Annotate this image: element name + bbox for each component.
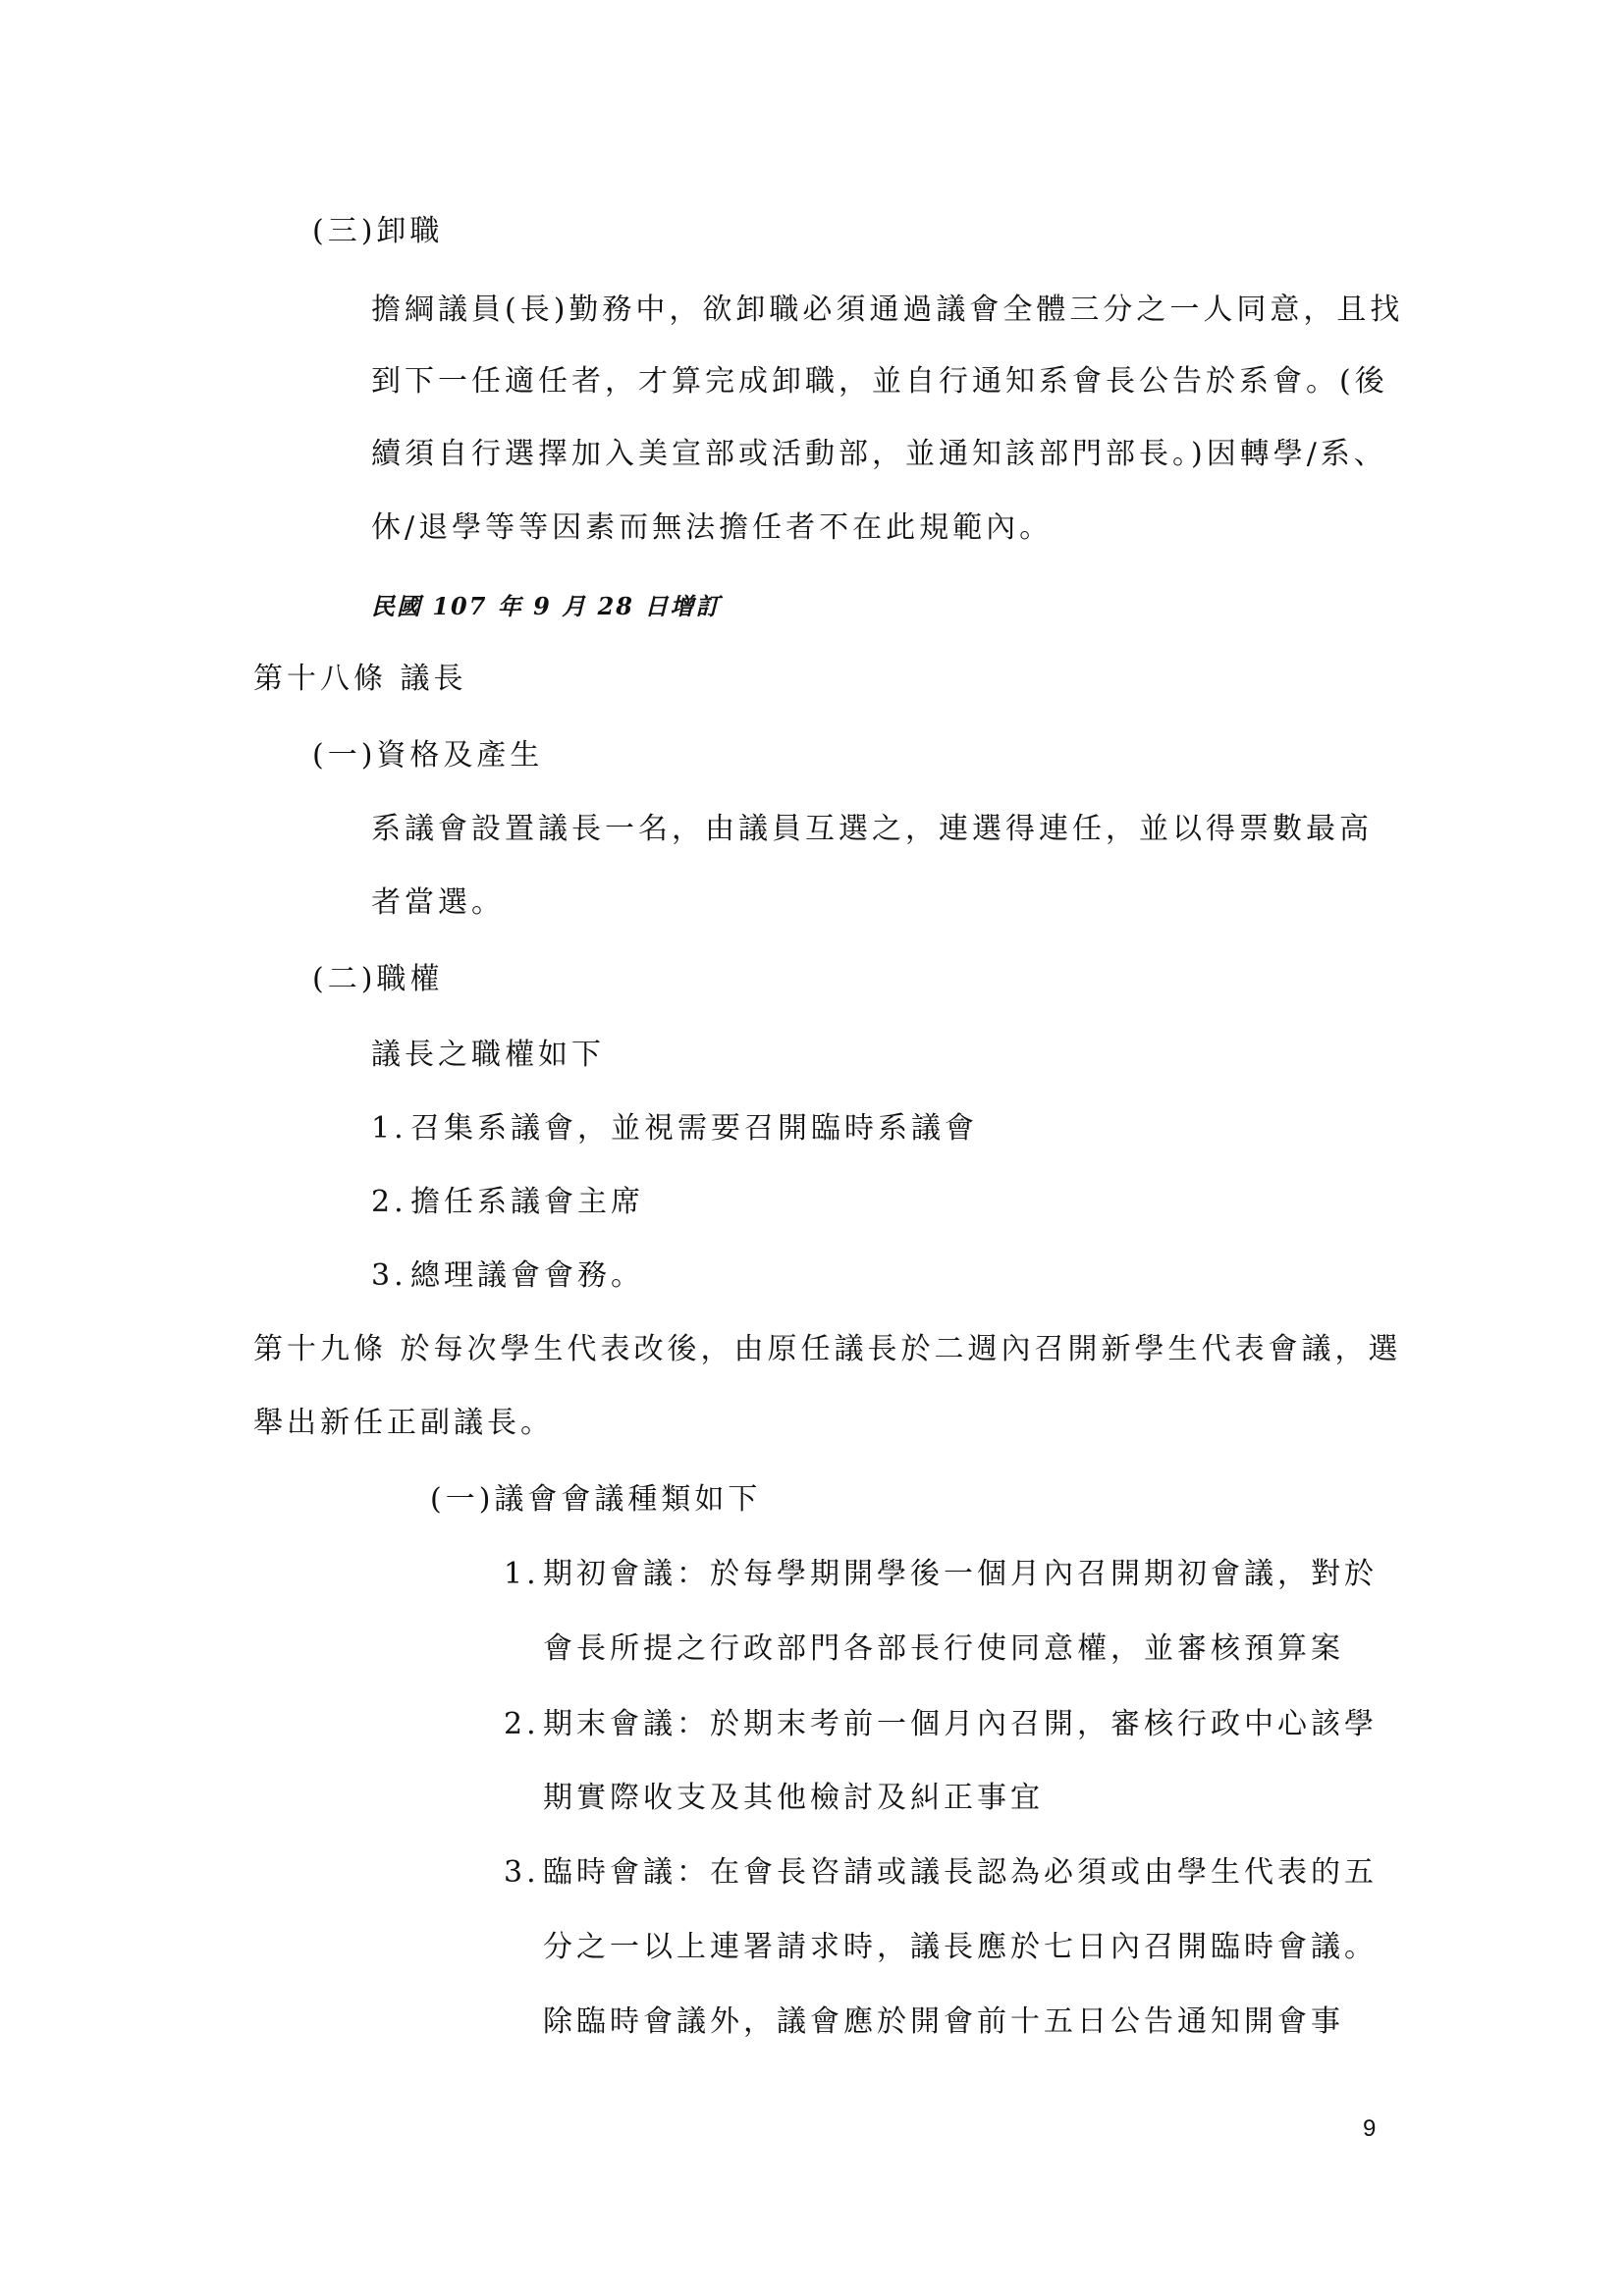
power-item-3 — [371, 1256, 644, 1296]
article-19-line-1: 第十九條 於每次學生代表改後，由原任議長於二週內召開新學生代表會議，選 — [253, 1332, 1402, 1366]
power-item-1 — [371, 1109, 978, 1148]
resign-body-line-3: 續須自行選擇加入美宣部或活動部，並通知該部門部長。)因轉學/系、 — [371, 437, 1387, 471]
meeting-item-2-line-2: 期實際收支及其他檢討及糾正事宜 — [543, 1781, 1044, 1815]
meeting-item-3-line-1 — [504, 1853, 1378, 1893]
article-18-sub2-intro: 議長之職權如下 — [371, 1038, 605, 1072]
article-18-sub2-heading: (二)職權 — [312, 962, 444, 996]
resign-body-line-2: 到下一任適任者，才算完成卸職，並自行通知系會長公告於系會。(後 — [371, 364, 1388, 399]
article-18-sub1-line-1: 系議會設置議長一名，由議員互選之，連選得連任，並以得票數最高 — [371, 812, 1373, 846]
meeting-item-3-line-2: 分之一以上連署請求時，議長應於七日內召開臨時會議。 — [543, 1930, 1378, 1964]
meeting-item-2-line-1 — [504, 1705, 1378, 1744]
article-19-sub1-heading: (一)議會會議種類如下 — [430, 1482, 762, 1517]
power-item-number: 3. — [371, 1258, 407, 1293]
power-item-2 — [371, 1183, 644, 1222]
page-number: 9 — [1363, 2115, 1377, 2142]
meeting-item-number: 2. — [504, 1707, 540, 1741]
resign-body-line-4: 休/退學等等因素而無法擔任者不在此規範內。 — [371, 510, 1054, 545]
amendment-note: 民國 107 年 9 月 28 日增訂 — [371, 592, 722, 620]
meeting-item-number: 1. — [504, 1557, 540, 1591]
article-18-title: 第十八條 議長 — [253, 662, 467, 696]
resign-body-line-1: 擔綱議員(長)勤務中，欲卸職必須通過議會全體三分之一人同意，且找 — [371, 293, 1404, 327]
meeting-item-text: 臨時會議：在會長咨請或議長認為必須或由學生代表的五 — [543, 1855, 1378, 1890]
meeting-item-text: 期初會議：於每學期開學後一個月內召開期初會議，對於 — [543, 1557, 1378, 1591]
power-item-number: 1. — [371, 1111, 407, 1146]
meeting-item-text: 期末會議：於期末考前一個月內召開，審核行政中心該學 — [543, 1707, 1378, 1741]
power-item-text: 召集系議會，並視需要召開臨時系議會 — [410, 1111, 978, 1146]
meeting-item-1-line-2: 會長所提之行政部門各部長行使同意權，並審核預算案 — [543, 1631, 1344, 1666]
meeting-item-1-line-1 — [504, 1555, 1378, 1594]
meeting-item-number: 3. — [504, 1855, 540, 1890]
meeting-trailing-line: 除臨時會議外，議會應於開會前十五日公告通知開會事 — [543, 2004, 1344, 2039]
resign-heading: (三)卸職 — [312, 214, 444, 248]
article-18-sub1-heading: (一)資格及產生 — [312, 738, 544, 773]
power-item-number: 2. — [371, 1185, 407, 1219]
power-item-text: 擔任系議會主席 — [410, 1185, 644, 1219]
power-item-text: 總理議會會務。 — [410, 1258, 644, 1293]
article-18-sub1-line-2: 者當選。 — [371, 885, 505, 920]
article-19-line-2: 舉出新任正副議長。 — [253, 1406, 554, 1440]
